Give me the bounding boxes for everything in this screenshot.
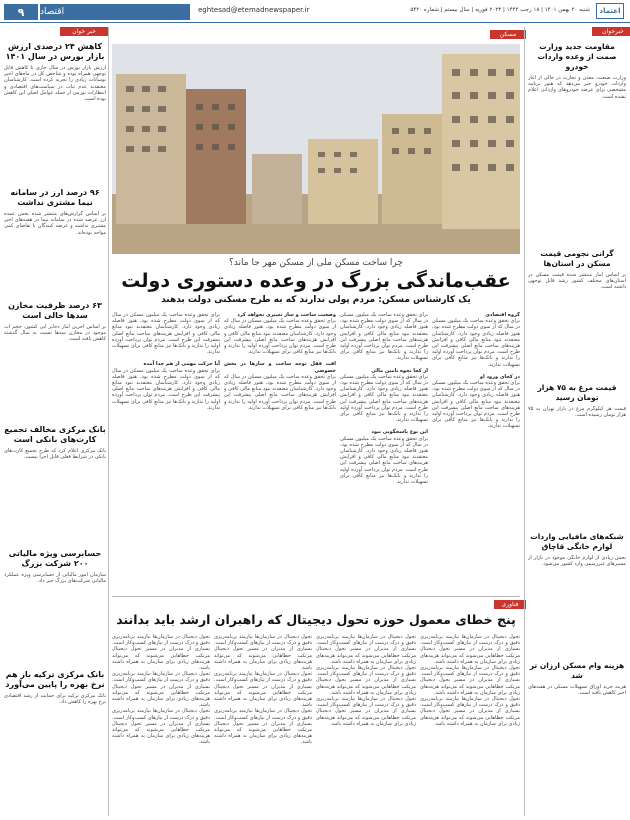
article-title: شبکه‌های مافیایی واردات لوازم خانگی قاچاق [530, 532, 624, 551]
column-divider [108, 27, 109, 816]
body-text: تحول دیجیتال در سازمان‌ها نیازمند برنامه‌ریزی دقیق و درک درست از نیازهای کسب‌وکار است. بسیاری از مدیران در مسیر تحول دیجیتال مرتکب خطاهایی می‌شوند که می‌تواند هزینه‌های زیادی برای سازمان به همراه داشته باشد. [420, 696, 520, 727]
subheading: گروه اقتصادی [485, 312, 520, 318]
email-link[interactable]: eghtesad@etemadnewspaper.ir [198, 6, 310, 14]
bottom-body-col-1 [420, 634, 520, 816]
bottom-body-col-3 [214, 634, 312, 816]
header-divider [0, 22, 630, 23]
body-text: برای تحقق وعده ساخت یک میلیون مسکن در سال که از سوی دولت مطرح شده بود، هنوز فاصله زیادی وجود دارد. کارشناسان معتقدند نبود منابع مالی کافی و افزایش هزینه‌های ساخت مانع اصلی پیشرفت این طرح است. مردم توان پرداخت آورده اولیه را ندارند و بانک‌ها نیز منابع کافی برای تسهیلات ندارند. [224, 318, 336, 356]
article-title: قیمت مرغ به ۷۵ هزار تومان رسید [537, 383, 617, 402]
right-column [528, 40, 626, 816]
center-body-col-2 [340, 312, 428, 592]
article-body: ارزش بازار بورس در سال جاری با کاهش قابل توجهی همراه بوده و شاخص کل در ماه‌های اخیر نوسانات زیادی را تجربه کرده است. کارشناسان معتقدند عدم ثبات در سیاست‌های اقتصادی و انتظارات تورمی از جمله عوامل اصلی این کاهش بوده است. [4, 65, 106, 103]
article-body: بانک مرکزی ترکیه برای حمایت از رشد اقتصادی نرخ بهره را کاهش داد. [4, 693, 106, 706]
headline: عقب‌ماندگی بزرگ در وعده دستوری دولت [121, 270, 511, 292]
center-body-col-3 [224, 312, 336, 592]
body-text: تحول دیجیتال در سازمان‌ها نیازمند برنامه‌ریزی دقیق و درک درست از نیازهای کسب‌وکار است. بسیاری از مدیران در مسیر تحول دیجیتال مرتکب خطاهایی می‌شوند که می‌تواند هزینه‌های زیادی برای سازمان به همراه داشته باشد. [112, 708, 210, 746]
body-text: تحول دیجیتال در سازمان‌ها نیازمند برنامه‌ریزی دقیق و درک درست از نیازهای کسب‌وکار است. بسیاری از مدیران در مسیر تحول دیجیتال مرتکب خطاهایی می‌شوند که می‌تواند هزینه‌های زیادی برای سازمان به همراه داشته باشد. [316, 665, 416, 696]
body-text: تحول دیجیتال در سازمان‌ها نیازمند برنامه‌ریزی دقیق و درک درست از نیازهای کسب‌وکار است. بسیاری از مدیران در مسیر تحول دیجیتال مرتکب خطاهایی می‌شوند که می‌تواند هزینه‌های زیادی برای سازمان به همراه داشته باشد. [420, 665, 520, 696]
subheadline: یک کارشناس مسکن: مردم پولی ندارند که به طرح مسکنی دولت بدهند [161, 295, 471, 305]
body-text: تحول دیجیتال در سازمان‌ها نیازمند برنامه‌ریزی دقیق و درک درست از نیازهای کسب‌وکار است. بسیاری از مدیران در مسیر تحول دیجیتال مرتکب خطاهایی می‌شوند که می‌تواند هزینه‌های زیادی برای سازمان به همراه داشته باشد. [316, 696, 416, 727]
body-text: برای تحقق وعده ساخت یک میلیون مسکن در سال که از سوی دولت مطرح شده بود، هنوز فاصله زیادی وجود دارد. کارشناسان معتقدند نبود منابع مالی کافی و افزایش هزینه‌های ساخت مانع اصلی پیشرفت این طرح است. مردم توان پرداخت آورده اولیه را ندارند و بانک‌ها نیز منابع کافی برای تسهیلات ندارند. [340, 373, 428, 424]
article-title: گرانی نجومی قیمت مسکن در استان‌ها [540, 249, 614, 268]
article-body: وزارت صنعت، معدن و تجارت در حالی از آغاز واردات خودرو خبر می‌دهد که هنوز برنامه مشخصی برای عرضه خودروهای وارداتی اعلام نشده است. [528, 75, 626, 100]
article-body: قیمت هر کیلوگرم مرغ در بازار تهران به ۷۵ هزار تومان رسیده است. [528, 406, 626, 419]
bottom-body-col-2 [316, 634, 416, 816]
bottom-tag: فناوری [494, 600, 526, 609]
subheading: در کجای ورود او [479, 373, 520, 380]
body-text: برای تحقق وعده ساخت یک میلیون مسکن در سال که از سوی دولت مطرح شده بود، هنوز فاصله زیادی وجود دارد. کارشناسان معتقدند نبود منابع مالی کافی و افزایش هزینه‌های ساخت مانع اصلی پیشرفت این طرح است. مردم توان پرداخت آورده اولیه را ندارند و بانک‌ها نیز منابع کافی برای تسهیلات ندارند. [340, 435, 428, 486]
body-text: تحول دیجیتال در سازمان‌ها نیازمند برنامه‌ریزی دقیق و درک درست از نیازهای کسب‌وکار است. بسیاری از مدیران در مسیر تحول دیجیتال مرتکب خطاهایی می‌شوند که می‌تواند هزینه‌های زیادی برای سازمان به همراه داشته باشد. [316, 634, 416, 665]
body-text: تحول دیجیتال در سازمان‌ها نیازمند برنامه‌ریزی دقیق و درک درست از نیازهای کسب‌وکار است. بسیاری از مدیران در مسیر تحول دیجیتال مرتکب خطاهایی می‌شوند که می‌تواند هزینه‌های زیادی برای سازمان به همراه داشته باشد. [112, 634, 210, 672]
center-body-col-4 [112, 312, 220, 592]
article-body: بر اساس آمار منتشر شده قیمت مسکن در استان‌های مختلف کشور رشد قابل توجهی داشته است. [528, 272, 626, 291]
left-column-tag: خبر خوان [60, 27, 108, 36]
body-text: تحول دیجیتال در سازمان‌ها نیازمند برنامه‌ریزی دقیق و درک درست از نیازهای کسب‌وکار است. بسیاری از مدیران در مسیر تحول دیجیتال مرتکب خطاهایی می‌شوند که می‌تواند هزینه‌های زیادی برای سازمان به همراه داشته باشد. [112, 671, 210, 709]
body-text: برای تحقق وعده ساخت یک میلیون مسکن در سال که از سوی دولت مطرح شده بود، هنوز فاصله زیادی وجود دارد. کارشناسان معتقدند نبود منابع مالی کافی و افزایش هزینه‌های ساخت مانع اصلی پیشرفت این طرح است. مردم توان پرداخت آورده اولیه را ندارند و بانک‌ها نیز منابع کافی برای تسهیلات ندارند. [112, 312, 220, 356]
center-body-col-1 [432, 312, 520, 592]
bottom-body-col-4 [112, 634, 210, 816]
body-text: برای تحقق وعده ساخت یک میلیون مسکن در سال که از سوی دولت مطرح شده بود، هنوز فاصله زیادی وجود دارد. کارشناسان معتقدند نبود منابع مالی کافی و افزایش هزینه‌های ساخت مانع اصلی پیشرفت این طرح است. مردم توان پرداخت آورده اولیه را ندارند و بانک‌ها نیز منابع کافی برای تسهیلات ندارند. [340, 312, 428, 362]
bottom-headline: پنج خطای معمول حوزه تحول دیجیتال که راهبران ارشد باید بدانند [116, 612, 516, 627]
body-text: برای تحقق وعده ساخت یک میلیون مسکن در سال که از سوی دولت مطرح شده بود، هنوز فاصله زیادی وجود دارد. کارشناسان معتقدند نبود منابع مالی کافی و افزایش هزینه‌های ساخت مانع اصلی پیشرفت این طرح است. مردم توان پرداخت آورده اولیه را ندارند و بانک‌ها نیز منابع کافی برای تسهیلات ندارند. [224, 373, 336, 411]
section-divider [112, 596, 520, 597]
body-text: تحول دیجیتال در سازمان‌ها نیازمند برنامه‌ریزی دقیق و درک درست از نیازهای کسب‌وکار است. بسیاری از مدیران در مسیر تحول دیجیتال مرتکب خطاهایی می‌شوند که می‌تواند هزینه‌های زیادی برای سازمان به همراه داشته باشد. [214, 671, 312, 709]
body-text: برای تحقق وعده ساخت یک میلیون مسکن در سال که از سوی دولت مطرح شده بود، هنوز فاصله زیادی وجود دارد. کارشناسان معتقدند نبود منابع مالی کافی و افزایش هزینه‌های ساخت مانع اصلی پیشرفت این طرح است. مردم توان پرداخت آورده اولیه را ندارند و بانک‌ها نیز منابع کافی برای تسهیلات ندارند. [432, 318, 520, 368]
right-column-tag: خبرخوان [592, 27, 630, 36]
body-text: تحول دیجیتال در سازمان‌ها نیازمند برنامه‌ریزی دقیق و درک درست از نیازهای کسب‌وکار است. بسیاری از مدیران در مسیر تحول دیجیتال مرتکب خطاهایی می‌شوند که می‌تواند هزینه‌های زیادی برای سازمان به همراه داشته باشد. [420, 634, 520, 665]
article-title: بانک مرکزی ترکیه باز هم نرخ بهره را پایین می‌آورد [5, 670, 105, 689]
article-title: کاهش ۲۴ درصدی ارزش بازار بورس در سال ۱۴۰۱ [5, 42, 105, 61]
article-title: حسابرسی ویژه مالیاتی ۲۰۰ شرکت بزرگ [8, 549, 102, 568]
apartment-buildings-image [112, 44, 520, 254]
housing-photo [112, 44, 520, 254]
kicker: چرا ساخت مسکن ملی از مسکن مهر جا ماند؟ [229, 258, 403, 268]
column-divider [524, 27, 525, 816]
subheading: از کجا نحوه تامین مالی [371, 367, 428, 374]
subheading: این نوع پاسخگویی نبود [371, 429, 428, 436]
center-tag: مسکن [490, 30, 526, 39]
body-text: برای تحقق وعده ساخت یک میلیون مسکن در سال که از سوی دولت مطرح شده بود، هنوز فاصله زیادی وجود دارد. کارشناسان معتقدند نبود منابع مالی کافی و افزایش هزینه‌های ساخت مانع اصلی پیشرفت این طرح است. مردم توان پرداخت آورده اولیه را ندارند و بانک‌ها نیز منابع کافی برای تسهیلات ندارند. [432, 380, 520, 430]
body-text: تحول دیجیتال در سازمان‌ها نیازمند برنامه‌ریزی دقیق و درک درست از نیازهای کسب‌وکار است. بسیاری از مدیران در مسیر تحول دیجیتال مرتکب خطاهایی می‌شوند که می‌تواند هزینه‌های زیادی برای سازمان به همراه داشته باشد. [214, 634, 312, 672]
article-title: ۹۶ درصد ارز در سامانه نیما مشتری نداشت [10, 188, 100, 207]
newspaper-logo: اعتماد [596, 3, 624, 19]
article-body: هزینه خرید اوراق تسهیلات مسکن در هفته‌های اخیر کاهش یافته است. [528, 684, 626, 697]
subheading: اقت فقل توجه ساخت و سازها در بخش خصوصی [224, 361, 336, 374]
body-text: برای تحقق وعده ساخت یک میلیون مسکن در سال که از سوی دولت مطرح شده بود، هنوز فاصله زیادی وجود دارد. کارشناسان معتقدند نبود منابع مالی کافی و افزایش هزینه‌های ساخت مانع اصلی پیشرفت این طرح است. مردم توان پرداخت آورده اولیه را ندارند و بانک‌ها نیز منابع کافی برای تسهیلات ندارند. [112, 367, 220, 411]
section-title: اقتصاد [40, 4, 190, 20]
article-title: هزینه وام مسکن ارزان تر شد [529, 661, 625, 680]
article-body: بر اساس آخرین آمار ذخایر آبی کشور، حجم آب موجود در مخازن سدها نسبت به سال گذشته کاهش یافته است. [4, 324, 106, 343]
article-body: بانک مرکزی اعلام کرد که طرح تجمیع کارت‌های بانکی در شرایط فعلی قابل اجرا نیست. [4, 448, 106, 461]
article-body: بخش زیادی از لوازم خانگی موجود در بازار از مسیرهای غیررسمی وارد کشور می‌شود. [528, 555, 626, 568]
body-text: تحول دیجیتال در سازمان‌ها نیازمند برنامه‌ریزی دقیق و درک درست از نیازهای کسب‌وکار است. بسیاری از مدیران در مسیر تحول دیجیتال مرتکب خطاهایی می‌شوند که می‌تواند هزینه‌های زیادی برای سازمان به همراه داشته باشد. [214, 708, 312, 746]
subheading: وضعیت ساخت و ساز تغییری نخواهد کرد [237, 312, 336, 318]
article-body: سازمان امور مالیاتی از حسابرسی ویژه عملکرد مالیاتی شرکت‌های بزرگ خبر داد. [4, 572, 106, 585]
article-title: مقاومت جدید وزارت صمت از وعده واردات خودرو [537, 42, 617, 71]
left-column [4, 40, 106, 816]
article-title: بانک مرکزی مخالف تجمیع کارت‌های بانکی است [4, 425, 106, 444]
article-body: بر اساس گزارش‌های منتشر شده بخش عمده ارز عرضه شده در سامانه نیما در هفته‌های اخیر مشتری نداشته و عرضه کنندگان با تقاضای کمی مواجه بوده‌اند. [4, 211, 106, 236]
article-title: ۶۳ درصد ظرفیت مخازن سدها خالی است [8, 301, 102, 320]
masthead [0, 0, 630, 24]
date-line: شنبه ۲۰ بهمن ۱۴۰۱ | ۱۸ رجب ۱۴۴۴ | ۲۰۲۳ فوریه | سال بیستم | شماره ۵۴۲۰ [410, 7, 590, 13]
page-number: ۹ [4, 4, 38, 20]
subheading: آیا حرکت مهمی از هم جدا آمده [143, 361, 220, 368]
